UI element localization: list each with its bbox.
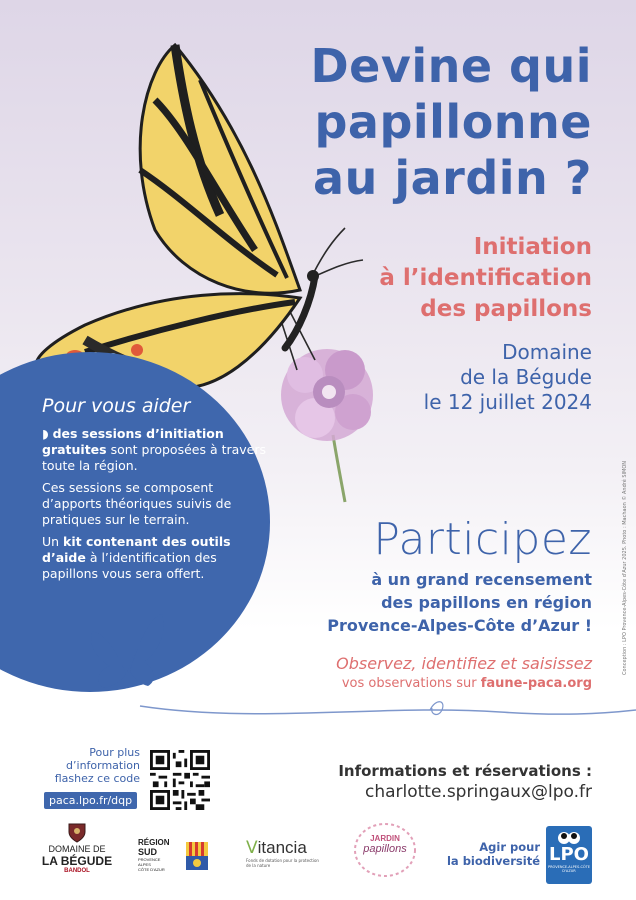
logo-jardin-papillons [352, 822, 418, 878]
logo-region-sud [138, 838, 214, 882]
faune-line [262, 676, 592, 691]
aid-bold-text: kit contenant des outils d’aide [42, 534, 231, 565]
aid-text: Un [42, 534, 64, 549]
census-text [252, 568, 592, 637]
logo-lpo [546, 826, 592, 884]
more-info-line: d’information [66, 759, 140, 772]
puffin-icon [554, 829, 584, 845]
logo-line: papillons [363, 843, 407, 855]
credit-text: Conception : LPO Provence-Alpes-Côte d'Azur 2025. Photo : Machaon © André SIMON [622, 460, 628, 676]
title-line: papillonne [314, 95, 592, 149]
logo-line: JARDIN [370, 834, 400, 843]
logo-itancia [246, 838, 322, 868]
event-line: de la Bégude [460, 365, 592, 389]
event-location-date [272, 340, 592, 415]
participate-heading: Participez [373, 514, 592, 565]
event-line: le 12 juillet 2024 [423, 390, 592, 414]
aid-paragraph [42, 534, 268, 582]
bullet-icon: ◗ [42, 426, 53, 441]
census-line: des papillons en région [381, 593, 592, 612]
website-link[interactable]: paca.lpo.fr/dqp [44, 792, 137, 809]
more-info-line: flashez ce code [54, 772, 140, 785]
logo-line: LA BÉGUDE [41, 854, 113, 868]
logo-line: la biodiversité [446, 854, 540, 868]
logo-line: LPO [549, 844, 589, 865]
more-info-line: Pour plus [89, 746, 140, 759]
logo-line [246, 838, 322, 858]
subtitle-line: des papillons [420, 296, 592, 322]
reservation-label: Informations et réservations : [338, 762, 592, 780]
logo-domaine-begude [40, 822, 114, 874]
logo-line: DOMAINE DE [48, 844, 106, 854]
logo-line: ALPES [138, 862, 151, 867]
logo-line: PROVENCE [138, 857, 161, 862]
more-info [44, 746, 140, 785]
butterfly-silhouette-icon [88, 612, 168, 692]
poster-subtitle [272, 232, 592, 325]
faune-link[interactable]: faune-paca.org [480, 676, 592, 691]
logo-line: CÔTE D'AZUR [138, 867, 165, 872]
title-line: Devine qui [310, 39, 592, 93]
aid-paragraph [42, 426, 268, 474]
subtitle-line: à l’identification [379, 265, 592, 291]
observe-tagline: Observez, identifiez et saisissez [336, 654, 592, 673]
logo-line: BANDOL [64, 868, 90, 874]
event-line: Domaine [502, 340, 592, 364]
leaf-icon: Ⅴ [246, 838, 258, 857]
census-line: Provence-Alpes-Côte d’Azur ! [327, 616, 592, 635]
logo-line: Fonds de dotation pour la protection de la nature [246, 858, 319, 868]
title-line: au jardin ? [313, 151, 592, 205]
aid-text: à l’identification des papillons vous sera offert. [42, 550, 217, 581]
aid-bold-text: des sessions d’initiation gratuites [42, 426, 224, 457]
logo-line: RÉGION [138, 838, 170, 847]
contact-email[interactable]: charlotte.springaux@lpo.fr [364, 782, 592, 802]
poster-title [172, 38, 592, 206]
aid-title: Pour vous aider [42, 395, 191, 417]
aid-text: sont proposées à travers toute la région. [42, 442, 267, 473]
census-line: à un grand recensement [371, 570, 592, 589]
subtitle-line: Initiation [473, 234, 592, 260]
logo-agir-biodiversite [446, 840, 540, 868]
photo-credit [620, 460, 630, 676]
logo-line: Agir pour [479, 840, 540, 854]
logo-line: PROVENCE-ALPES-CÔTE D'AZUR [548, 865, 590, 873]
logo-itancia-text: itancia [257, 838, 307, 857]
region-flag-icon [186, 842, 208, 870]
aid-section [42, 395, 268, 588]
faune-text: vos observations sur [341, 676, 481, 691]
wave-divider [0, 690, 636, 730]
crest-icon [67, 822, 87, 844]
qr-code-icon[interactable] [150, 750, 210, 810]
logo-line: SUD [138, 847, 158, 857]
aid-paragraph: Ces sessions se composent d’apports théoriques suivis de pratiques sur le terrain. [42, 480, 232, 527]
